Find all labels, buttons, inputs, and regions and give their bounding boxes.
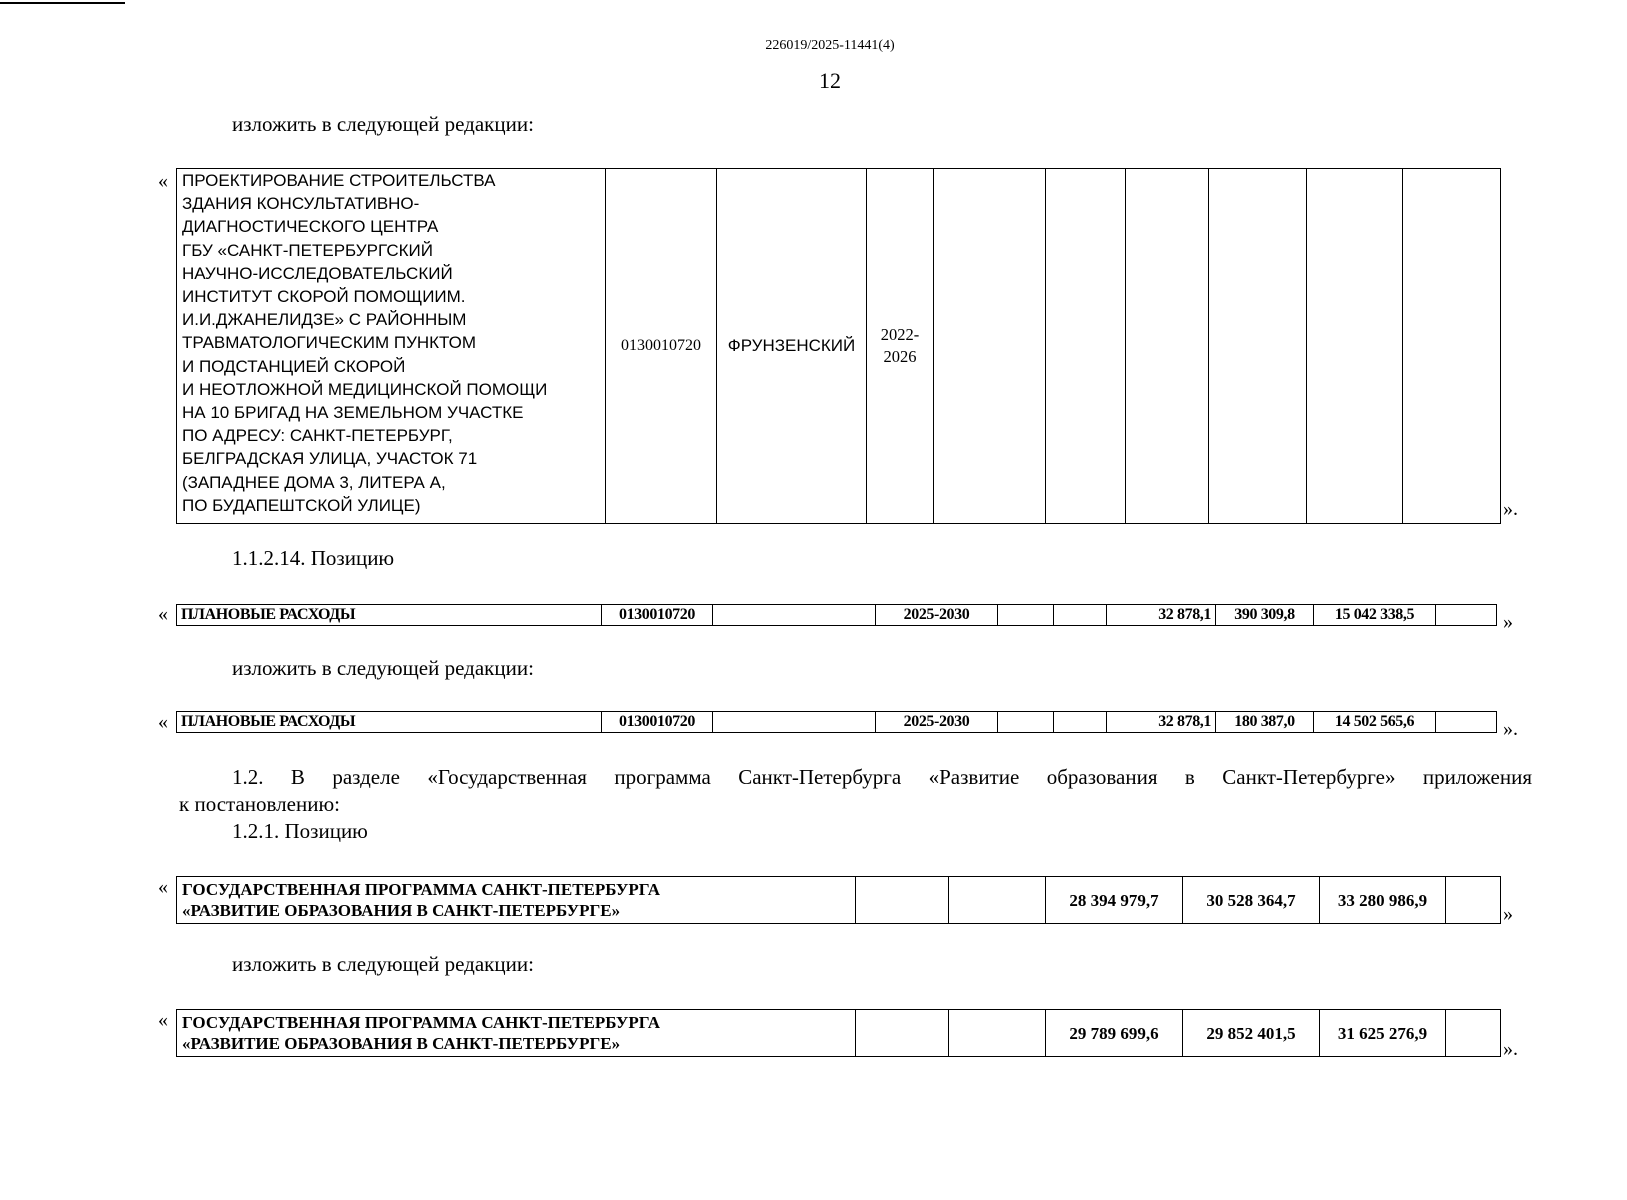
project-years-start: 2022-: [880, 325, 920, 344]
project-row: [177, 169, 1501, 524]
planned-code-cell: 0130010720: [602, 605, 713, 626]
project-code-cell: 0130010720: [606, 169, 717, 524]
empty-cell: [1054, 605, 1107, 626]
planned-old-table: [176, 604, 1497, 626]
project-name-line: НА 10 БРИГАД НА ЗЕМЕЛЬНОМ УЧАСТКЕ: [182, 403, 524, 423]
open-quote: «: [158, 603, 168, 625]
position-1-1-2-14: 1.1.2.14. Позицию: [232, 546, 395, 570]
project-name-line: (ЗАПАДНЕЕ ДОМА 3, ЛИТЕРА А,: [182, 472, 446, 492]
open-quote: «: [158, 876, 168, 898]
project-name-line: НАУЧНО-ИССЛЕДОВАТЕЛЬСКИЙ: [182, 263, 453, 283]
gp-name-line: ГОСУДАРСТВЕННАЯ ПРОГРАММА САНКТ-ПЕТЕРБУРГА: [182, 880, 661, 899]
close-quote: »: [1503, 903, 1513, 925]
scan-edge-line: [0, 2, 125, 4]
empty-cell: [1209, 169, 1307, 524]
planned-value-2: 180 387,0: [1216, 712, 1314, 733]
close-quote: ».: [1503, 718, 1518, 740]
planned-name-cell: ПЛАНОВЫЕ РАСХОДЫ: [177, 605, 602, 626]
gp-new-row: [177, 1010, 1501, 1057]
gp-name-cell: [177, 877, 856, 924]
edit-intro-1: изложить в следующей редакции:: [232, 112, 534, 136]
project-years-cell: [867, 169, 934, 524]
project-name-line: ИНСТИТУТ СКОРОЙ ПОМОЩИИМ.: [182, 287, 466, 307]
project-name-line: БЕЛГРАДСКАЯ УЛИЦА, УЧАСТОК 71: [182, 449, 478, 469]
empty-cell: [1126, 169, 1209, 524]
project-name-line: ЗДАНИЯ КОНСУЛЬТАТИВНО-: [182, 194, 420, 214]
gp-name-line: «РАЗВИТИЕ ОБРАЗОВАНИЯ В САНКТ-ПЕТЕРБУРГЕ»: [182, 1034, 621, 1053]
page-number: 12: [819, 68, 841, 93]
gp-value-3: 33 280 986,9: [1320, 877, 1446, 924]
empty-cell: [713, 712, 876, 733]
empty-cell: [1436, 605, 1497, 626]
gp-old-table: [176, 876, 1501, 924]
empty-cell: [713, 605, 876, 626]
edit-intro-2: изложить в следующей редакции:: [232, 656, 534, 680]
gp-new-table: [176, 1009, 1501, 1057]
planned-value-2: 390 309,8: [1216, 605, 1314, 626]
planned-value-1: 32 878,1: [1107, 712, 1216, 733]
open-quote: «: [158, 170, 168, 192]
gp-value-1: 29 789 699,6: [1046, 1010, 1183, 1057]
gp-value-3: 31 625 276,9: [1320, 1010, 1446, 1057]
project-district-cell: ФРУНЗЕНСКИЙ: [717, 169, 867, 524]
close-quote: ».: [1503, 498, 1518, 520]
empty-cell: [856, 1010, 949, 1057]
gp-value-2: 29 852 401,5: [1183, 1010, 1320, 1057]
section-1-2-text: 1.2. В разделе «Государственная программа Санкт-Петербурга «Развитие образования в Санкт-Петербурге» приложения: [232, 765, 1532, 789]
gp-value-2: 30 528 364,7: [1183, 877, 1320, 924]
planned-period-cell: 2025-2030: [876, 712, 998, 733]
planned-new-row: [177, 712, 1497, 733]
planned-code-cell: 0130010720: [602, 712, 713, 733]
project-name-line: ПРОЕКТИРОВАНИЕ СТРОИТЕЛЬСТВА: [182, 171, 496, 190]
project-name-line: ПО АДРЕСУ: САНКТ-ПЕТЕРБУРГ,: [182, 426, 453, 446]
close-quote: ».: [1503, 1038, 1518, 1060]
empty-cell: [1446, 877, 1501, 924]
empty-cell: [1436, 712, 1497, 733]
project-name-line: И ПОДСТАНЦИЕЙ СКОРОЙ: [182, 356, 406, 376]
gp-old-row: [177, 877, 1501, 924]
empty-cell: [1046, 169, 1126, 524]
empty-cell: [998, 605, 1054, 626]
gp-value-1: 28 394 979,7: [1046, 877, 1183, 924]
project-name-line: ТРАВМАТОЛОГИЧЕСКИМ ПУНКТОМ: [182, 333, 477, 353]
project-name-cell: [177, 169, 606, 524]
empty-cell: [1446, 1010, 1501, 1057]
gp-name-line: «РАЗВИТИЕ ОБРАЗОВАНИЯ В САНКТ-ПЕТЕРБУРГЕ»: [182, 901, 621, 920]
open-quote: «: [158, 711, 168, 733]
planned-value-3: 14 502 565,6: [1314, 712, 1436, 733]
planned-name-cell: ПЛАНОВЫЕ РАСХОДЫ: [177, 712, 602, 733]
planned-value-1: 32 878,1: [1107, 605, 1216, 626]
project-name-line: И.И.ДЖАНЕЛИДЗЕ» С РАЙОННЫМ: [182, 310, 467, 330]
planned-new-table: [176, 711, 1497, 733]
position-1-2-1: 1.2.1. Позицию: [232, 819, 368, 843]
open-quote: «: [158, 1009, 168, 1031]
project-years-end: 2026: [883, 347, 917, 366]
empty-cell: [934, 169, 1046, 524]
empty-cell: [1307, 169, 1403, 524]
empty-cell: [856, 877, 949, 924]
gp-name-cell: [177, 1010, 856, 1057]
planned-period-cell: 2025-2030: [876, 605, 998, 626]
project-name-line: И НЕОТЛОЖНОЙ МЕДИЦИНСКОЙ ПОМОЩИ: [182, 379, 548, 399]
gp-name-line: ГОСУДАРСТВЕННАЯ ПРОГРАММА САНКТ-ПЕТЕРБУРГА: [182, 1013, 661, 1032]
edit-intro-3: изложить в следующей редакции:: [232, 952, 534, 976]
empty-cell: [998, 712, 1054, 733]
document-id: 226019/2025-11441(4): [765, 38, 895, 53]
empty-cell: [1054, 712, 1107, 733]
project-name-line: ГБУ «САНКТ-ПЕТЕРБУРГСКИЙ: [182, 240, 433, 260]
project-name-line: ДИАГНОСТИЧЕСКОГО ЦЕНТРА: [182, 217, 439, 237]
empty-cell: [949, 877, 1046, 924]
project-name-line: ПО БУДАПЕШТСКОЙ УЛИЦЕ): [182, 495, 421, 515]
project-table: [176, 168, 1501, 524]
planned-old-row: [177, 605, 1497, 626]
empty-cell: [949, 1010, 1046, 1057]
planned-value-3: 15 042 338,5: [1314, 605, 1436, 626]
close-quote: »: [1503, 611, 1513, 633]
section-1-2-text-cont: к постановлению:: [179, 792, 340, 816]
empty-cell: [1403, 169, 1501, 524]
